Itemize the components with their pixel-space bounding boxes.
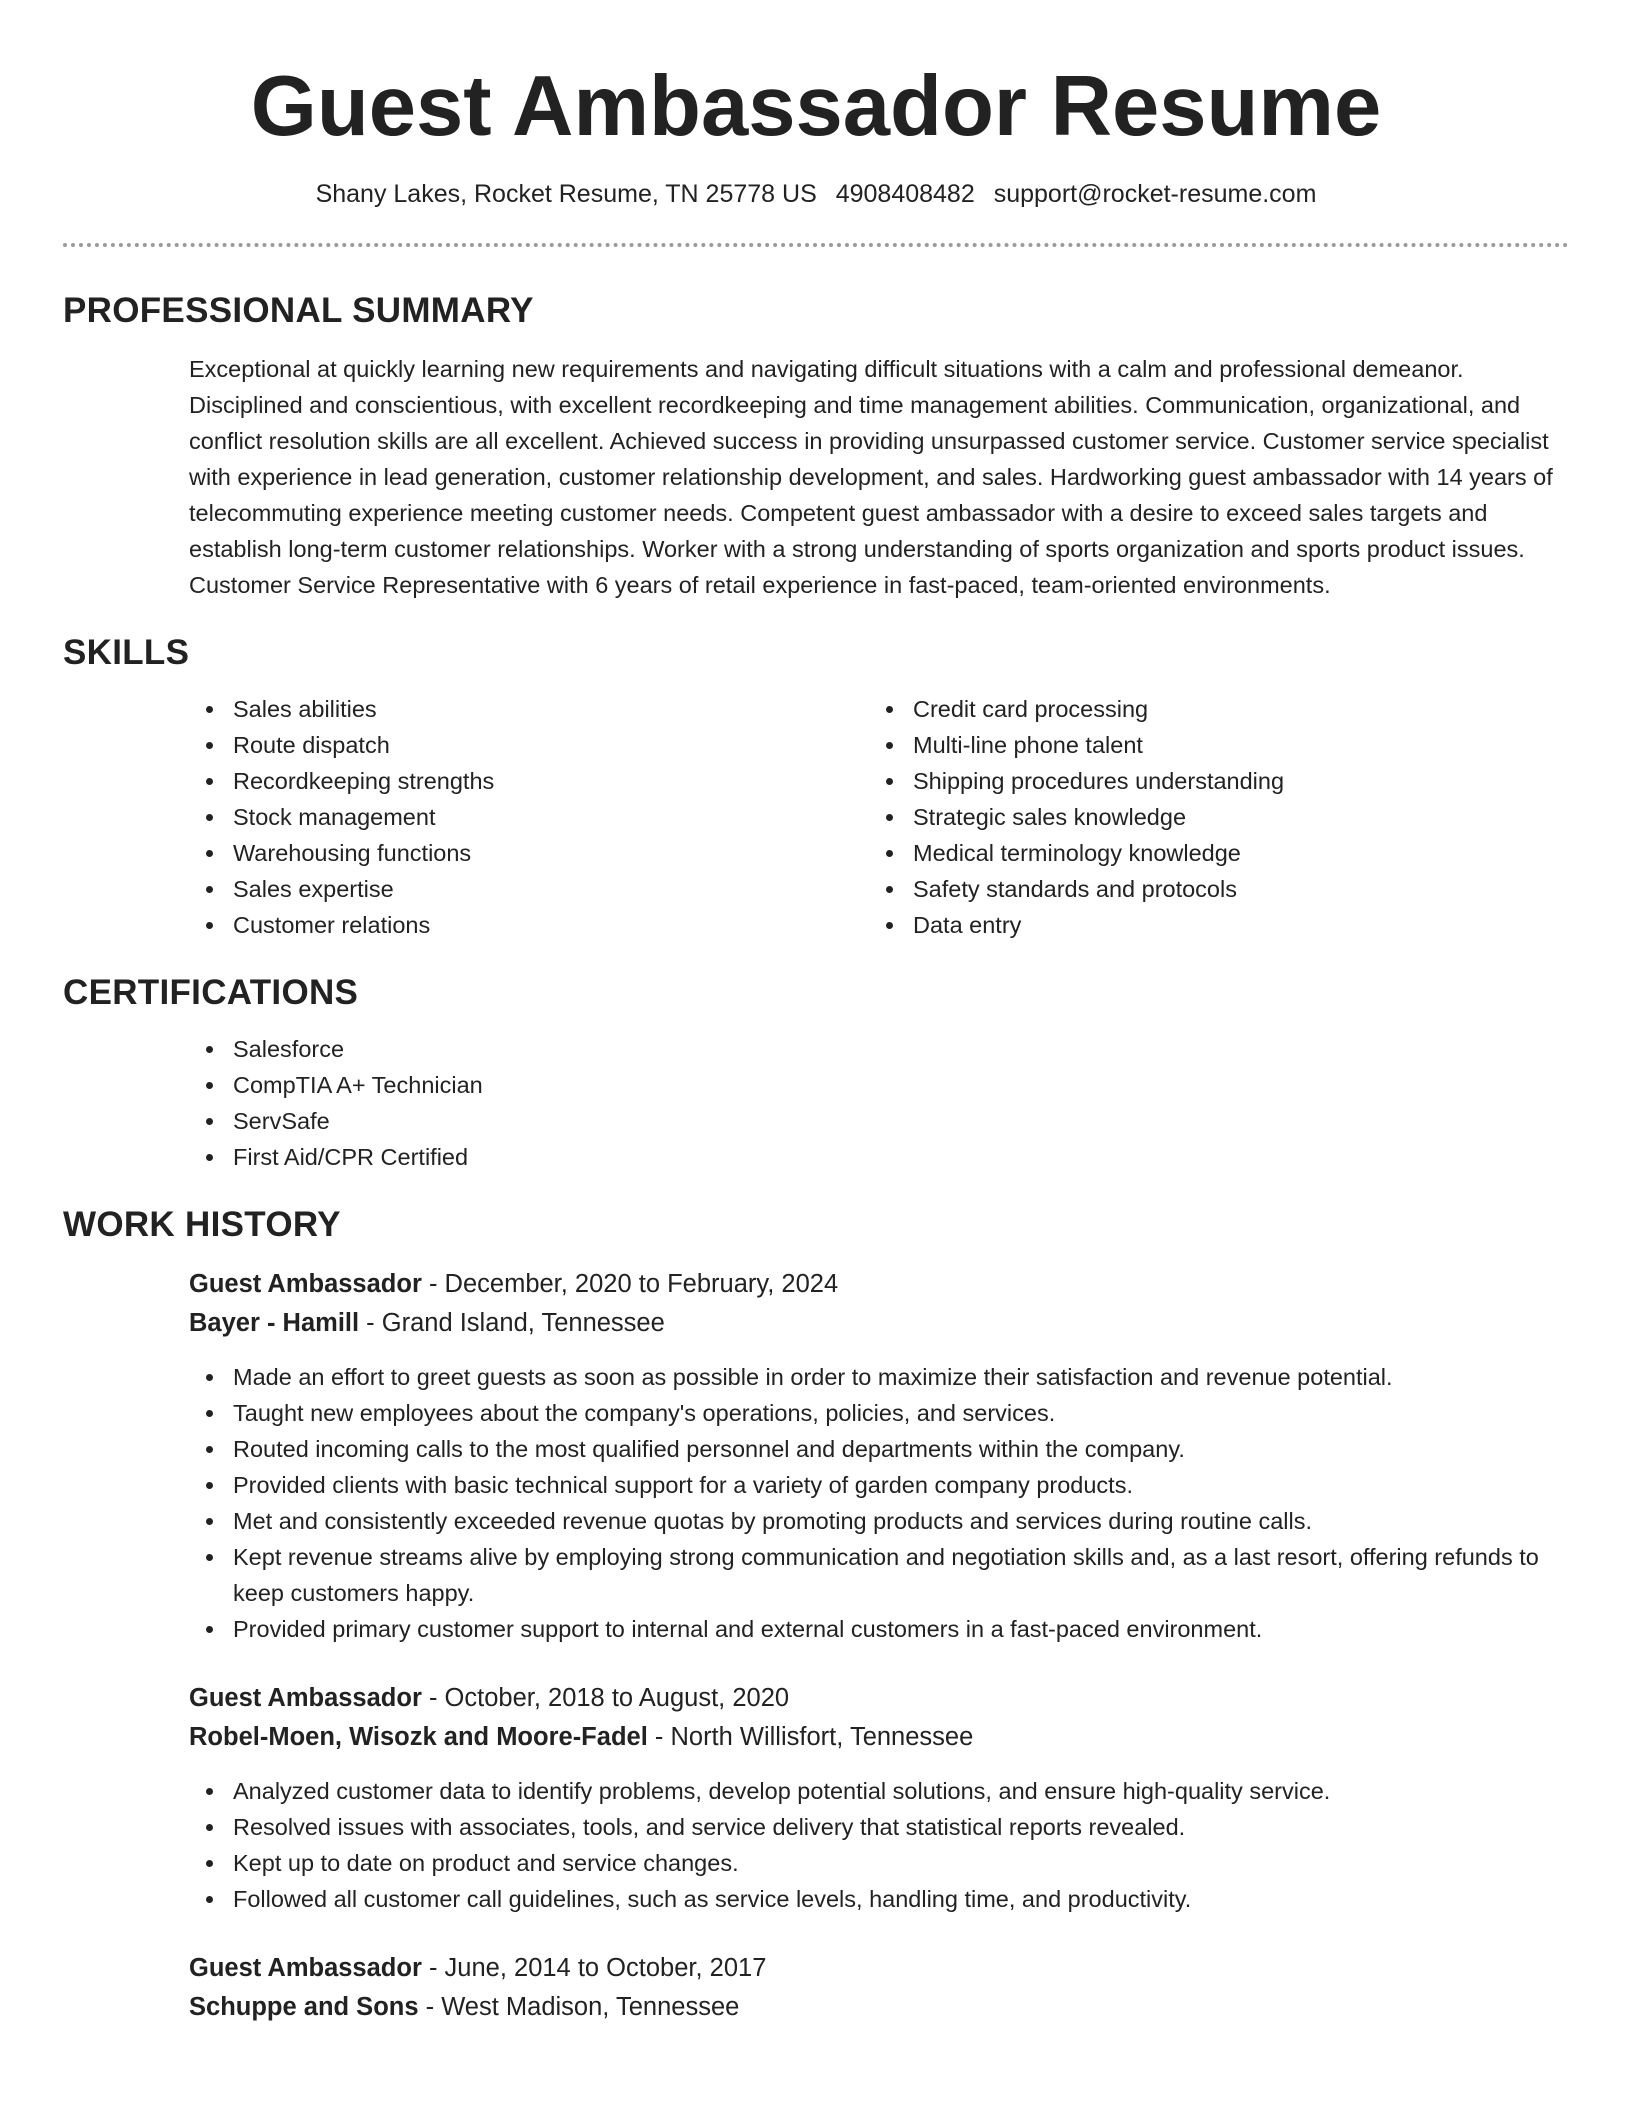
job-company-line — [189, 1304, 1569, 1343]
contact-address: Shany Lakes, Rocket Resume, TN 25778 US — [315, 179, 817, 208]
skill-item: Strategic sales knowledge — [869, 799, 1549, 835]
skill-item: Customer relations — [189, 907, 869, 943]
job-entry — [189, 1265, 1569, 1647]
job-location: - West Madison, Tennessee — [425, 1992, 740, 2021]
certifications-list — [189, 1031, 1569, 1175]
job-location: - Grand Island, Tennessee — [366, 1308, 665, 1337]
job-duty: Made an effort to greet guests as soon as possible in order to maximize their satisfaction and revenue potential. — [189, 1359, 1569, 1395]
skills-column-right — [869, 691, 1549, 943]
certification-item: CompTIA A+ Technician — [189, 1067, 1569, 1103]
job-location: - North Willisfort, Tennessee — [654, 1722, 974, 1751]
certification-item: Salesforce — [189, 1031, 1569, 1067]
job-duties-list — [189, 1359, 1569, 1647]
skills-list — [189, 691, 1569, 943]
job-dates: - October, 2018 to August, 2020 — [428, 1683, 790, 1712]
job-duty: Kept up to date on product and service changes. — [189, 1845, 1569, 1881]
skills-heading: SKILLS — [63, 632, 190, 672]
job-dates: - June, 2014 to October, 2017 — [428, 1953, 767, 1982]
skill-item: Sales abilities — [189, 691, 869, 727]
work-history-heading: WORK HISTORY — [63, 1204, 341, 1244]
skill-item: Sales expertise — [189, 871, 869, 907]
skill-item: Shipping procedures understanding — [869, 763, 1549, 799]
job-title: Guest Ambassador — [189, 1953, 422, 1982]
job-company: Robel-Moen, Wisozk and Moore-Fadel — [189, 1722, 648, 1751]
certification-item: ServSafe — [189, 1103, 1569, 1139]
skill-item: Stock management — [189, 799, 869, 835]
job-dates: - December, 2020 to February, 2024 — [428, 1269, 839, 1298]
job-title-line — [189, 1265, 1569, 1304]
summary-heading: PROFESSIONAL SUMMARY — [63, 290, 534, 330]
job-duty: Followed all customer call guidelines, such as service levels, handling time, and productivity. — [189, 1881, 1569, 1917]
job-title: Guest Ambassador — [189, 1683, 422, 1712]
job-duty: Taught new employees about the company's operations, policies, and services. — [189, 1395, 1569, 1431]
contact-email: support@rocket-resume.com — [993, 179, 1317, 208]
job-company: Bayer - Hamill — [189, 1308, 360, 1337]
job-duty: Met and consistently exceeded revenue quotas by promoting products and services during routine calls. — [189, 1503, 1569, 1539]
skill-item: Route dispatch — [189, 727, 869, 763]
job-title-line — [189, 1949, 1569, 1988]
job-company-line — [189, 1718, 1569, 1757]
job-duty: Provided clients with basic technical support for a variety of garden company products. — [189, 1467, 1569, 1503]
contact-line — [63, 180, 1569, 209]
header-divider — [63, 243, 1569, 247]
skill-item: Multi-line phone talent — [869, 727, 1549, 763]
job-duties-list — [189, 1773, 1569, 1917]
contact-phone: 4908408482 — [835, 179, 975, 208]
job-duty: Routed incoming calls to the most qualified personnel and departments within the company. — [189, 1431, 1569, 1467]
job-duty: Resolved issues with associates, tools, and service delivery that statistical reports revealed. — [189, 1809, 1569, 1845]
job-title: Guest Ambassador — [189, 1269, 422, 1298]
skills-column-left — [189, 691, 869, 943]
skill-item: Safety standards and protocols — [869, 871, 1549, 907]
job-duty: Provided primary customer support to internal and external customers in a fast-paced environment. — [189, 1611, 1569, 1647]
skill-item: Medical terminology knowledge — [869, 835, 1549, 871]
resume-title: Guest Ambassador Resume — [250, 59, 1382, 154]
skill-item: Warehousing functions — [189, 835, 869, 871]
job-company: Schuppe and Sons — [189, 1992, 419, 2021]
job-title-line — [189, 1679, 1569, 1718]
summary-text: Exceptional at quickly learning new requirements and navigating difficult situations with a calm and professional demeanor. Disciplined and conscientious, with excellent recordkeeping and time management abilities. Communication, organizational, and conflict resolution skills are all excellent. Achieved success in providing unsurpassed customer service. Customer service specialist with experience in lead generation, customer relationship development, and sales. Hardworking guest ambassador with 14 years of telecommuting experience meeting customer needs. Competent guest ambassador with a desire to exceed sales targets and establish long-term customer relationships. Worker with a strong understanding of sports organization and sports product issues. Customer Service Representative with 6 years of retail experience in fast-paced, team-oriented environments. — [189, 355, 1553, 598]
job-duty: Analyzed customer data to identify problems, develop potential solutions, and ensure high-quality service. — [189, 1773, 1569, 1809]
certifications-heading: CERTIFICATIONS — [63, 972, 359, 1012]
job-entry — [189, 1949, 1569, 2027]
job-entry — [189, 1679, 1569, 1917]
certification-item: First Aid/CPR Certified — [189, 1139, 1569, 1175]
job-duty: Kept revenue streams alive by employing strong communication and negotiation skills and, as a last resort, offering refunds to keep customers happy. — [189, 1539, 1569, 1611]
skill-item: Data entry — [869, 907, 1549, 943]
job-company-line — [189, 1988, 1569, 2027]
skill-item: Recordkeeping strengths — [189, 763, 869, 799]
skill-item: Credit card processing — [869, 691, 1549, 727]
